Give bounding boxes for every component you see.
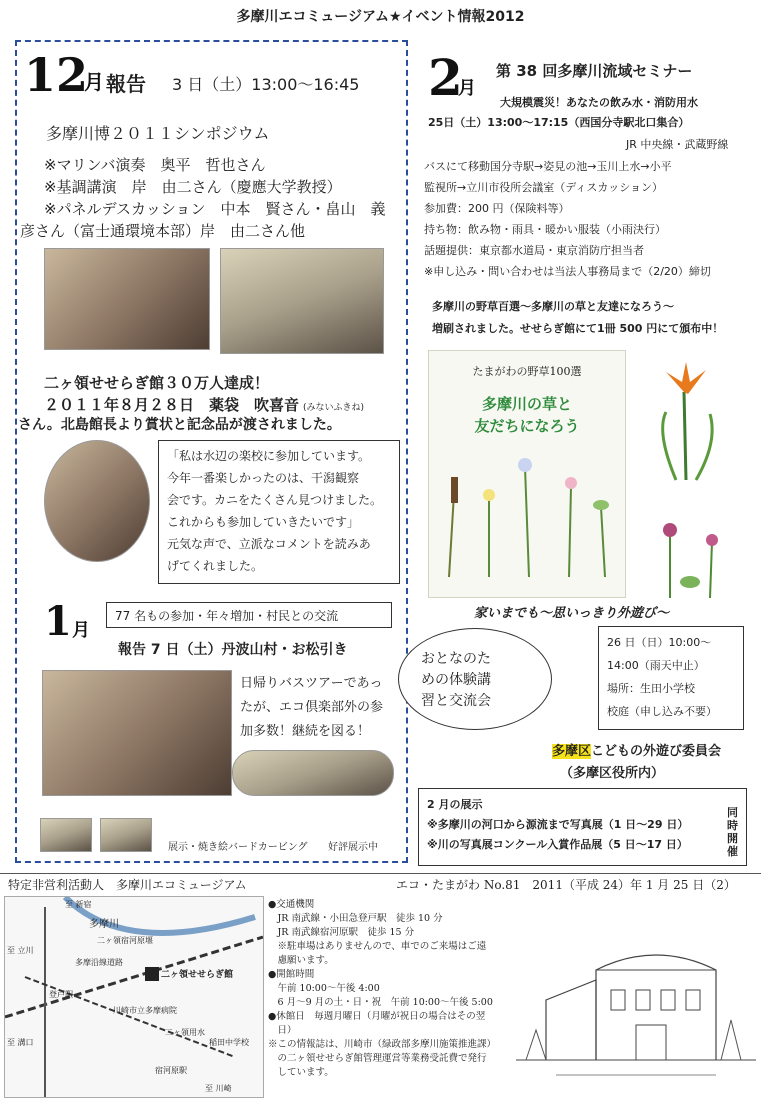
access-line: ●開館時間	[268, 969, 315, 980]
map-label: 至 立川	[7, 946, 34, 955]
page-title: 多摩川エコミュージアム★イベント情報2012	[236, 9, 525, 25]
access-map	[4, 896, 264, 1098]
symposium-photo-marimba	[44, 248, 210, 350]
book-title: 多摩川の野草百選〜多摩川の草と友達になろう〜	[432, 300, 674, 313]
symposium-photo-panel	[220, 248, 384, 354]
seminar-subtitle: 大規模震災！あなたの飲み水・消防用水	[500, 96, 698, 109]
outdoor-title: 家いまでも〜思いっきり外遊び〜	[474, 606, 670, 621]
map-label: 稲田中学校	[209, 1038, 249, 1047]
access-line: しています。	[268, 1067, 334, 1078]
map-label: 宿河原駅	[155, 1066, 187, 1075]
dec-report-label: 報告	[106, 72, 146, 96]
map-label: 二ヶ領宿河原堰	[97, 936, 153, 945]
jan-desc	[240, 672, 383, 744]
access-line: ●休館日 毎週月曜日（月曜が祝日の場合はその翌	[268, 1011, 486, 1022]
outdoor-info-line: 14:00（雨天中止）	[607, 659, 705, 672]
feb-month-suffix: 月	[458, 78, 476, 99]
jan-banner: 77 名もの参加・年々増加・村民との交流	[106, 602, 392, 628]
map-label: 多摩沿線道路	[75, 958, 123, 967]
jan-desc-line: 加多数！継続を図る！	[240, 724, 371, 739]
access-line: 午前 10:00〜午後 4:00	[268, 983, 380, 994]
bubble-line: 習と交流会	[421, 693, 491, 709]
access-line: JR 南武線・小田急登戸駅 徒歩 10 分	[268, 913, 443, 924]
access-info	[268, 898, 518, 1080]
group-photo	[232, 750, 394, 796]
jan-desc-line: 日帰りバスツアーであっ	[240, 676, 383, 691]
book-note: 増刷されました。せせらぎ館にて1冊 500 円にて頒布中！	[432, 322, 724, 335]
outdoor-organizer	[552, 740, 721, 759]
quote-line: 会です。カニをたくさん見つけました。	[167, 493, 383, 507]
access-line: 6 月〜9 月の土・日・祝 午前 10:00〜午後 5:00	[268, 997, 493, 1008]
outdoor-bubble	[398, 628, 552, 730]
seminar-date: 25日（土）13:00〜17:15（西国分寺駅北口集合）	[428, 116, 690, 129]
exhibit-item: ※川の写真展コンクール入賞作品展（5 日〜17 日）	[427, 838, 688, 851]
map-label: 二ヶ領用水	[165, 1028, 205, 1037]
seminar-detail-line: ※申し込み・問い合わせは当法人事務局まで（2/20）締切	[424, 265, 711, 278]
seminar-detail-line: 参加費：200 円（保険料等）	[424, 202, 570, 215]
cover-top-text: たまがわの野草100選	[472, 365, 582, 378]
building-sketch	[516, 910, 756, 1096]
dec-program-line: ※パネルデスカッション 中本 賢さん・畠山 義	[44, 200, 386, 218]
seminar-detail-line: 話題提供：東京都水道局・東京消防庁担当者	[424, 244, 644, 257]
seminar-title: 第 38 回多摩川流域セミナー	[496, 62, 693, 80]
map-lines	[5, 897, 263, 1097]
organizer-sub: （多摩区役所内）	[560, 766, 665, 781]
book-cover	[428, 350, 626, 598]
milestone-line: さん。北島館長より賞状と記念品が渡されました。	[18, 417, 341, 433]
map-label: 至 溝口	[7, 1038, 34, 1047]
quote-line: 元気な声で、立派なコメントを読みあ	[167, 537, 371, 551]
exhibit-box	[418, 788, 747, 866]
quote-line: 「私は水辺の楽校に参加しています。	[167, 449, 371, 463]
dec-date: 3 日（土）13:00〜16:45	[172, 75, 360, 94]
outdoor-info-line: 場所：生田小学校	[607, 682, 695, 695]
footer-issue: エコ・たまがわ No.81 2011（平成 24）年 1 月 25 日（2）	[396, 878, 736, 892]
access-line: ※駐車場はありませんので、車でのご来場はご遠	[268, 941, 487, 952]
jan-report: 報告 7 日（土）丹波山村・お松引き	[118, 642, 348, 658]
seminar-details	[424, 156, 754, 282]
tabayama-photo	[42, 670, 232, 796]
map-label: 川崎市立多摩病院	[113, 1006, 177, 1015]
clover-illustration	[640, 512, 740, 598]
dec-month-number: 12	[24, 48, 89, 102]
cover-main-line: 友だちになろう	[474, 417, 580, 435]
milestone-text	[44, 372, 364, 419]
organizer-name: こどもの外遊び委員会	[591, 744, 722, 759]
access-line: 慮願います。	[268, 955, 334, 966]
cover-main-line: 多摩川の草と	[481, 395, 572, 413]
jan-desc-line: たが、エコ倶楽部外の参	[240, 700, 384, 715]
map-label: 登戸駅	[49, 990, 73, 999]
dec-program-line: ※基調講演 岸 由二さん（慶應大学教授）	[44, 178, 342, 196]
map-label: 至 新宿	[65, 900, 92, 909]
bubble-line: おとなのた	[421, 651, 491, 667]
bubble-line: めの体験講	[421, 672, 491, 688]
access-line: ※この情報誌は、川崎市（緑政部多摩川施策推進課）	[268, 1039, 497, 1050]
name-reading: (みないふきね)	[303, 403, 365, 413]
outdoor-info-line: 26 日（日）10:00〜	[607, 636, 712, 649]
exhibit-label: 展示・焼き絵バードカービング	[168, 842, 308, 853]
carving-photo	[100, 818, 152, 852]
access-line: ●交通機関	[268, 899, 315, 910]
exhibit-box-title: 2 月の展示	[427, 798, 483, 811]
outdoor-info-box	[598, 626, 744, 730]
dec-month-suffix: 月	[84, 70, 104, 94]
quote-line: 今年一番楽しかったのは、干潟観察	[167, 471, 360, 485]
seminar-detail-line: 持ち物：飲み物・雨具・暖かい服装（小雨決行）	[424, 223, 666, 236]
feb-month-number: 2	[428, 48, 463, 107]
exhibit-item: ※多摩川の河口から源流まで写真展（1 日〜29 日）	[427, 818, 689, 831]
map-label: 至 川崎	[205, 1084, 232, 1093]
quote-line: げてくれました。	[167, 559, 264, 573]
map-label: 多摩川	[89, 919, 119, 930]
footer-org: 特定非営利活動人 多摩川エコミュージアム	[8, 878, 247, 892]
outdoor-info-line: 校庭（申し込み不要）	[607, 705, 717, 718]
access-line: 日）	[268, 1025, 297, 1036]
access-line: の二ヶ領せせらぎ館管理運営等業務受託費で発行	[268, 1053, 487, 1064]
cover-plants-illustration	[429, 437, 625, 577]
lily-illustration	[636, 352, 736, 482]
dec-program-line: 彦さん（富士通環境本部）岸 由二さん他	[20, 222, 306, 240]
organizer-highlight: 多摩区	[552, 744, 592, 759]
quote-box	[158, 440, 400, 584]
map-label-target: 二ヶ領せせらぎ館	[161, 970, 234, 980]
quote-line: これからも参加していきたいです」	[167, 515, 360, 529]
dec-symposium-title: 多摩川博２０１１シンポジウム	[46, 124, 270, 143]
milestone-line: ２０１１年８月２８日 薬袋 吹喜音	[44, 396, 300, 414]
jan-month-suffix: 月	[72, 620, 90, 641]
access-line: JR 南武線宿河原駅 徒歩 15 分	[268, 927, 415, 938]
exhibit-note: 好評展示中	[328, 842, 378, 853]
dec-program	[44, 154, 404, 220]
jan-month-number: 1	[44, 598, 72, 645]
girl-speech-photo	[44, 440, 150, 562]
footer-divider	[0, 873, 761, 874]
milestone-line: 二ヶ領せせらぎ館３０万人達成！	[44, 374, 270, 392]
seminar-detail-line: 監視所→立川市役所会議室（ディスカッション）	[424, 181, 664, 194]
seminar-line: JR 中央線・武蔵野線	[626, 138, 729, 151]
seminar-detail-line: バスにて移動国分寺駅→姿見の池→玉川上水→小平	[424, 160, 672, 173]
carving-photo	[40, 818, 92, 852]
dec-program-line: ※マリンバ演奏 奥平 哲也さん	[44, 156, 266, 174]
exhibit-side-note: 同時開催	[727, 806, 738, 858]
